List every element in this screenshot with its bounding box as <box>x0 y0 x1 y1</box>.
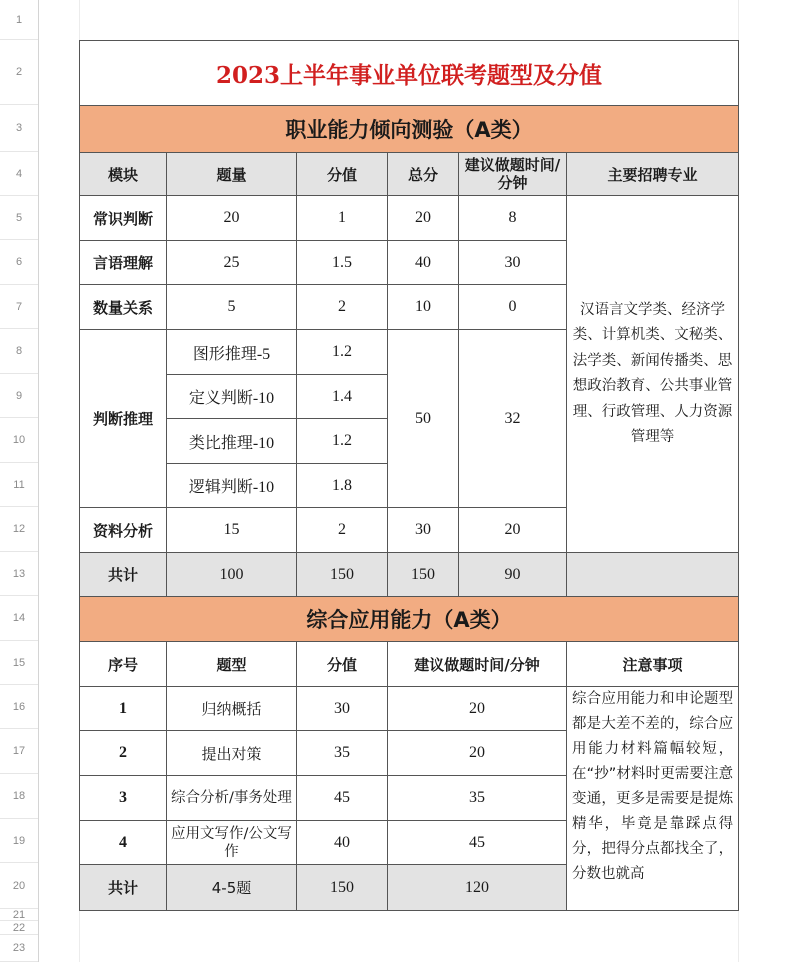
exam-table <box>79 40 739 911</box>
score-cell: 1.2 <box>297 419 388 464</box>
section-b-header-row <box>80 642 739 687</box>
sum-label: 共计 <box>80 553 167 597</box>
header-module: 模块 <box>80 153 167 196</box>
row-header-column <box>0 0 39 962</box>
module-cell: 言语理解 <box>80 241 167 285</box>
row-number: 16 <box>0 685 38 729</box>
sub-type-cell: 类比推理-10 <box>167 419 297 464</box>
row-number: 22 <box>0 921 38 935</box>
sum-label: 共计 <box>80 865 167 911</box>
row-number: 6 <box>0 240 38 285</box>
type-cell: 应用文写作/公文写作 <box>167 821 297 865</box>
header-time: 建议做题时间/分钟 <box>388 642 567 687</box>
row-number: 13 <box>0 552 38 596</box>
module-cell: 判断推理 <box>80 330 167 508</box>
type-cell: 归纳概括 <box>167 687 297 731</box>
row-number: 19 <box>0 819 38 863</box>
row-number: 21 <box>0 909 38 921</box>
sub-type-cell: 图形推理-5 <box>167 330 297 375</box>
header-no: 序号 <box>80 642 167 687</box>
header-score: 分值 <box>297 642 388 687</box>
row-number: 7 <box>0 285 38 329</box>
row-number: 8 <box>0 329 38 374</box>
row-number: 15 <box>0 641 38 685</box>
score-cell: 2 <box>297 508 388 553</box>
header-notes: 注意事项 <box>567 642 739 687</box>
time-cell: 30 <box>459 241 567 285</box>
sub-type-cell: 逻辑判断-10 <box>167 464 297 508</box>
header-majors: 主要招聘专业 <box>567 153 739 196</box>
score-cell: 1 <box>297 196 388 241</box>
header-type: 题型 <box>167 642 297 687</box>
majors-cell: 汉语言文学类、经济学类、计算机类、文秘类、法学类、新闻传播类、思想政治教育、公共事业管理、行政管理、人力资源管理等 <box>567 196 739 553</box>
sub-type-cell: 定义判断-10 <box>167 375 297 419</box>
score-cell: 30 <box>297 687 388 731</box>
section-a-title: 职业能力倾向测验（A类） <box>80 106 739 153</box>
sum-total: 150 <box>388 553 459 597</box>
type-cell: 提出对策 <box>167 731 297 776</box>
row-number: 18 <box>0 774 38 819</box>
time-cell: 0 <box>459 285 567 330</box>
row-number: 5 <box>0 196 38 240</box>
row-number: 1 <box>0 0 38 40</box>
score-cell: 35 <box>297 731 388 776</box>
header-count: 题量 <box>167 153 297 196</box>
row-number: 4 <box>0 152 38 196</box>
time-cell: 8 <box>459 196 567 241</box>
time-cell: 20 <box>388 731 567 776</box>
sum-score: 150 <box>297 865 388 911</box>
section-a-header-row <box>80 153 739 196</box>
row-number: 23 <box>0 935 38 962</box>
row-number: 14 <box>0 596 38 641</box>
header-total: 总分 <box>388 153 459 196</box>
time-cell: 32 <box>459 330 567 508</box>
score-cell: 1.4 <box>297 375 388 419</box>
score-cell: 1.2 <box>297 330 388 375</box>
score-cell: 40 <box>297 821 388 865</box>
score-cell: 1.5 <box>297 241 388 285</box>
sum-score: 150 <box>297 553 388 597</box>
sum-count: 100 <box>167 553 297 597</box>
row-number: 3 <box>0 105 38 152</box>
no-cell: 3 <box>80 776 167 821</box>
count-cell: 20 <box>167 196 297 241</box>
notes-cell: 综合应用能力和申论题型都是大差不差的，综合应用能力材料篇幅较短，在“抄”材料时更需要注意变通，更多是需要是提炼精华，毕竟是靠踩点得分，把得分点都找全了，分数也就高 <box>567 687 739 911</box>
count-cell: 25 <box>167 241 297 285</box>
row-number: 17 <box>0 729 38 774</box>
row-number: 9 <box>0 374 38 418</box>
module-cell: 数量关系 <box>80 285 167 330</box>
row-number: 12 <box>0 507 38 552</box>
total-cell: 10 <box>388 285 459 330</box>
total-cell: 40 <box>388 241 459 285</box>
module-cell: 常识判断 <box>80 196 167 241</box>
total-cell: 20 <box>388 196 459 241</box>
header-time: 建议做题时间/分钟 <box>459 153 567 196</box>
row-number: 20 <box>0 863 38 909</box>
time-cell: 35 <box>388 776 567 821</box>
sum-time: 90 <box>459 553 567 597</box>
no-cell: 1 <box>80 687 167 731</box>
row-number: 2 <box>0 40 38 105</box>
sum-time: 120 <box>388 865 567 911</box>
time-cell: 20 <box>388 687 567 731</box>
table-row <box>80 196 739 241</box>
total-cell: 50 <box>388 330 459 508</box>
time-cell: 20 <box>459 508 567 553</box>
type-cell: 综合分析/事务处理 <box>167 776 297 821</box>
sum-row <box>80 553 739 597</box>
row-number: 11 <box>0 463 38 507</box>
sum-type: 4-5题 <box>167 865 297 911</box>
page-title: 2023上半年事业单位联考题型及分值 <box>80 41 739 106</box>
count-cell: 5 <box>167 285 297 330</box>
no-cell: 4 <box>80 821 167 865</box>
score-cell: 2 <box>297 285 388 330</box>
section-b-title: 综合应用能力（A类） <box>80 597 739 642</box>
spreadsheet-table <box>79 40 738 912</box>
score-cell: 1.8 <box>297 464 388 508</box>
header-score: 分值 <box>297 153 388 196</box>
empty-cell <box>567 553 739 597</box>
row-number: 10 <box>0 418 38 463</box>
count-cell: 15 <box>167 508 297 553</box>
total-cell: 30 <box>388 508 459 553</box>
score-cell: 45 <box>297 776 388 821</box>
module-cell: 资料分析 <box>80 508 167 553</box>
no-cell: 2 <box>80 731 167 776</box>
time-cell: 45 <box>388 821 567 865</box>
table-row <box>80 687 739 731</box>
